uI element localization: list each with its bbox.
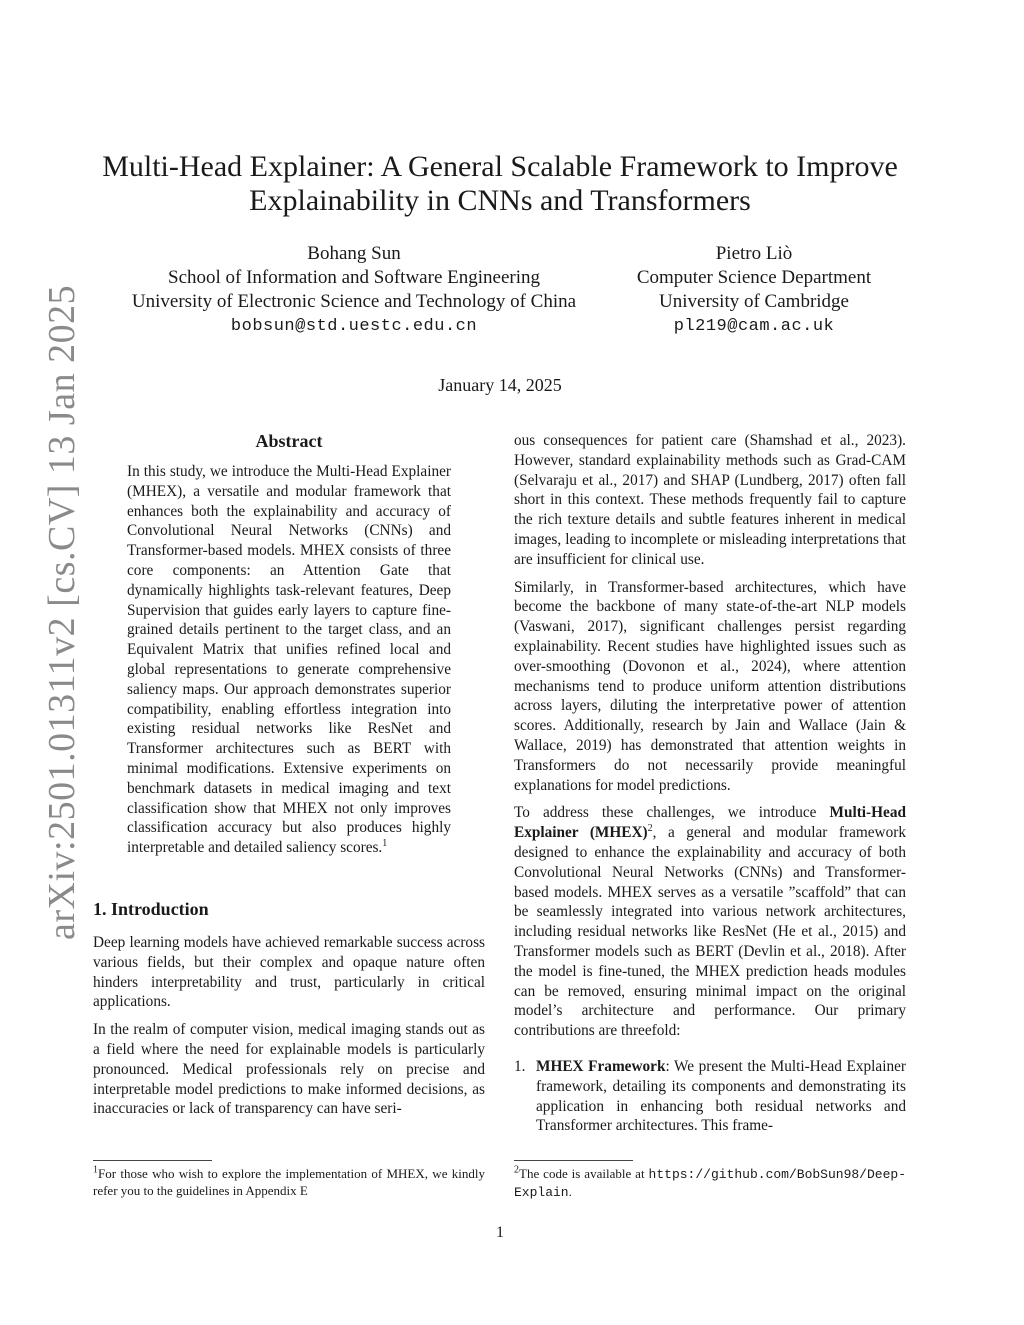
title-line-2: Explainability in CNNs and Transformers: [249, 184, 751, 217]
abstract-text: In this study, we introduce the Multi-Head Explainer (MHEX), a versatile and modular framework that enhances both the explainability and accuracy of Convolutional Neural Networks (CNNs) and Transformer-based models. MHEX consists of three core components: an Attention Gate that dynamically highlights task-relevant features, Deep Supervision that guides early layers to capture fine-grained details pertinent to the target class, and an Equivalent Matrix that unifies refined local and global representations to generate comprehensive saliency maps. Our approach demonstrates superior compatibility, enabling effortless integration into existing residual networks like ResNet and Transformer architectures such as BERT with minimal modifications. Extensive experiments on benchmark datasets in medical imaging and text classification show that MHEX not only improves classification accuracy but also produces highly interpretable and detailed saliency scores.: [127, 463, 451, 857]
page-number: 1: [496, 1224, 504, 1241]
paper-title: [100, 150, 900, 218]
right-column: [514, 431, 906, 1136]
contribution-text: [536, 1057, 906, 1136]
author-email[interactable]: bobsun@std.uestc.edu.cn: [230, 317, 478, 336]
contribution-body: : We present the Multi-Head Explainer framework, detailing its components and demonstrating its application in enhancing both residual networks and Transformer architectures. This frame-: [536, 1057, 906, 1135]
author-email[interactable]: pl219@cam.ac.uk: [673, 317, 835, 336]
author-name: Bohang Sun: [307, 243, 401, 264]
footnote-1: [93, 1165, 485, 1199]
paragraph-text: To address these challenges, we introduce: [514, 804, 830, 822]
abstract-body: [127, 462, 451, 858]
author-affiliation: University of Cambridge: [659, 291, 849, 312]
section-heading-introduction: 1. Introduction: [93, 898, 209, 919]
contribution-item: [514, 1057, 906, 1136]
list-number: 1.: [514, 1057, 526, 1075]
footnote-2: [514, 1165, 906, 1201]
paragraph: In the realm of computer vision, medical imaging stands out as a field where the need for explainable models is particularly pronounced. Medical professionals rely on precise and interpretable model predictions to make informed decisions, as inaccuracies or lack of transparency can have seri-: [93, 1021, 485, 1118]
footnote-rule: [514, 1160, 633, 1161]
author-block-2: [620, 242, 888, 339]
contribution-title: MHEX Framework: [536, 1057, 666, 1075]
footnote-text: The code is available at: [519, 1166, 645, 1181]
left-column: [93, 430, 485, 1127]
paragraph: Deep learning models have achieved remarkable success across various fields, but their complex and opaque nature often hinders interpretability and trust, particularly in critical applications.: [93, 933, 485, 1011]
code-url-link[interactable]: https://github.com/BobSun98/Deep-Explain: [514, 1167, 906, 1200]
author-name: Pietro Liò: [715, 243, 793, 264]
author-affiliation: School of Information and Software Engineering: [168, 267, 540, 288]
footnote-rule: [93, 1160, 212, 1161]
abstract-heading: Abstract: [255, 431, 323, 451]
footnote-number: 1: [93, 1164, 98, 1176]
author-block-1: [112, 242, 596, 339]
footnote-text: For those who wish to explore the implementation of MHEX, we kindly refer you to the guidelines in Appendix E: [93, 1166, 485, 1198]
footnote-period: .: [568, 1184, 572, 1199]
footnote-marker[interactable]: 2: [647, 823, 653, 835]
paragraph: Similarly, in Transformer-based architectures, which have become the backbone of many state-of-the-art NLP models (Vaswani, 2017), significant challenges persist regarding explainability. Recent studies have highlighted issues such as over-smoothing (Dovonon et al., 2024), where attention mechanisms tend to produce uniform attention distributions across layers, diluting the interpretative power of attention scores. Additionally, research by Jain and Wallace (Jain & Wallace, 2019) has demonstrated that attention weights in Transformers do not necessarily provide meaningful explanations for model predictions.: [514, 578, 906, 794]
paper-date: January 14, 2025: [438, 375, 562, 395]
title-line-1: Multi-Head Explainer: A General Scalable Framework to Improve: [102, 150, 898, 183]
footnote-number: 2: [514, 1164, 519, 1176]
footnote-marker[interactable]: 1: [382, 838, 388, 850]
mhex-name: Multi-Head Explainer (MHEX): [514, 804, 906, 842]
paragraph: [514, 803, 906, 1041]
paragraph: ous consequences for patient care (Shamshad et al., 2023). However, standard explainability methods such as Grad-CAM (Selvaraju et al., 2017) and SHAP (Lundberg, 2017) often fall short in this context. These methods frequently fail to capture the rich texture details and subtle features inherent in medical images, leading to incomplete or misleading interpretations that are insufficient for clinical use.: [514, 432, 906, 568]
author-affiliation: University of Electronic Science and Technology of China: [131, 291, 577, 312]
author-affiliation: Computer Science Department: [636, 267, 872, 288]
arxiv-stamp: arXiv:2501.01311v2 [cs.CV] 13 Jan 2025: [41, 284, 83, 940]
paragraph-text: , a general and modular framework designed to enhance the explainability and accuracy of both Convolutional Neural Networks (CNNs) and Transformer-based models. MHEX serves as a versatile ”scaffold” that can be seamlessly integrated into various network architectures, including residual networks like ResNet (He et al., 2015) and Transformer models such as BERT (Devlin et al., 2018). After the model is fine-tuned, the MHEX prediction heads modules can be removed, ensuring minimal impact on the original model’s architecture and performance. Our primary contributions are threefold:: [514, 824, 906, 1040]
